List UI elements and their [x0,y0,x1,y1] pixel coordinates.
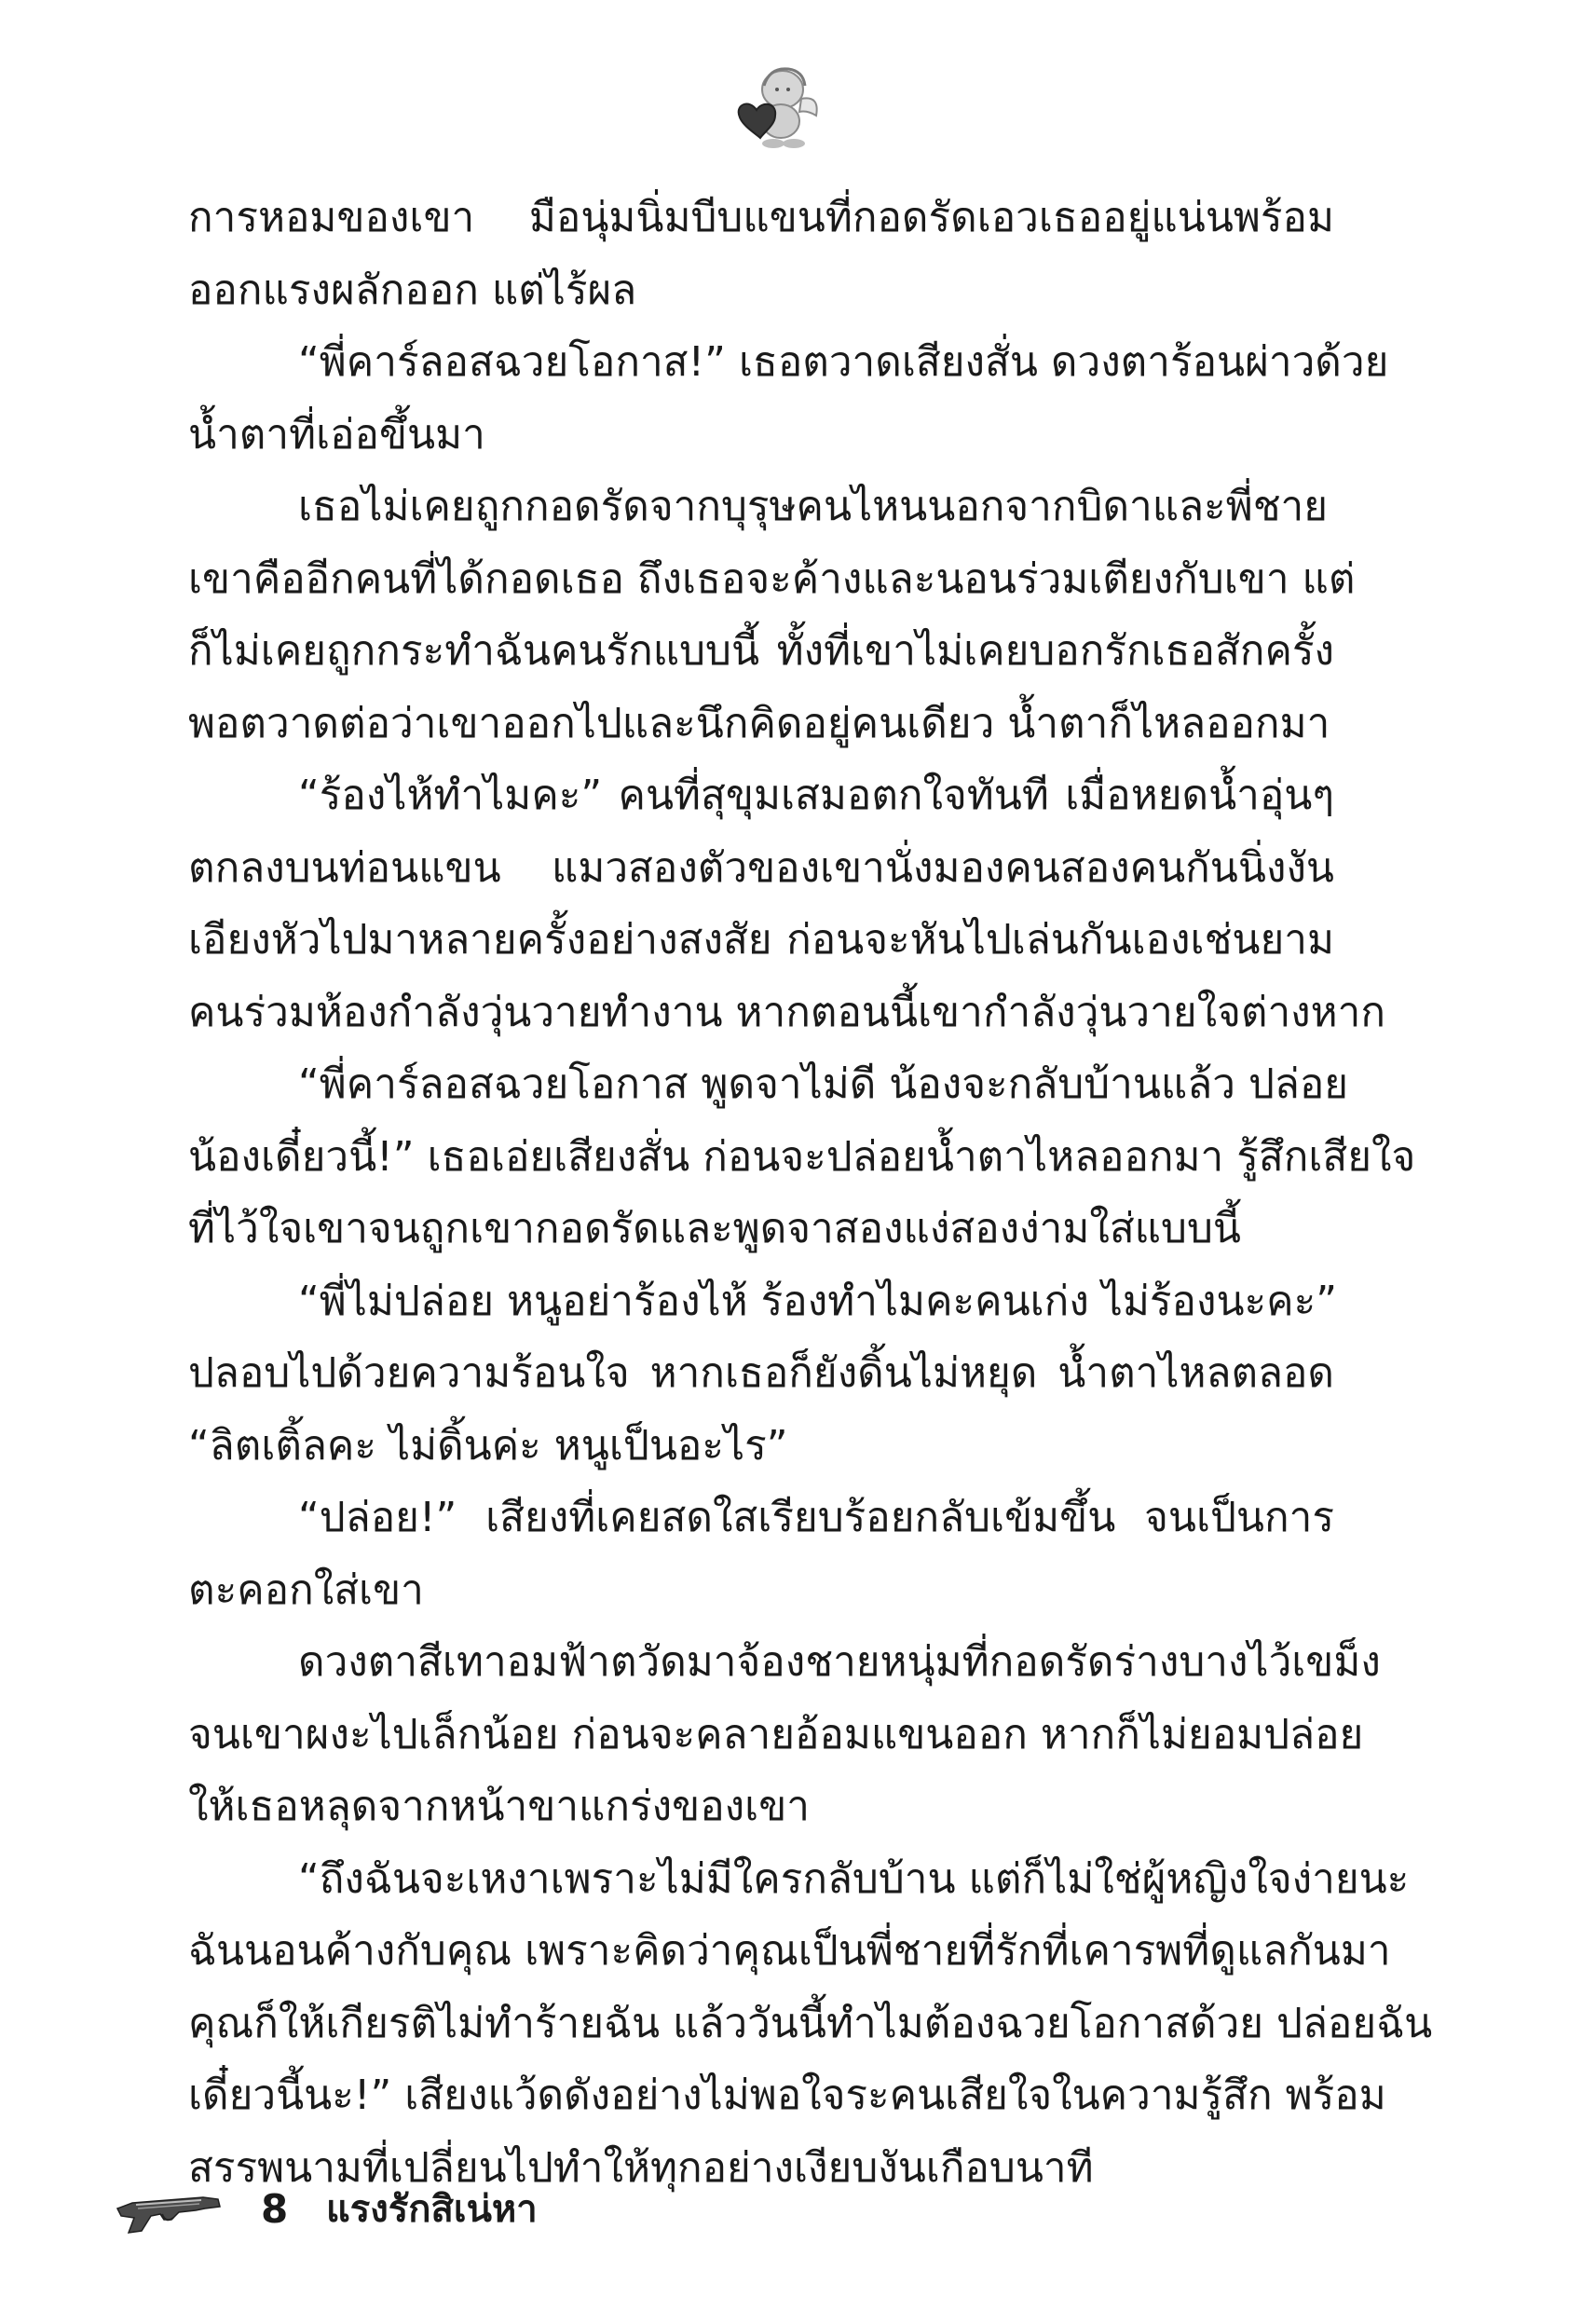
text-line: เธอไม่เคยถูกกอดรัดจากบุรุษคนไหนนอกจากบิดาและพี่ชาย [298,483,1329,530]
text-line: จนเขาผงะไปเล็กน้อย ก่อนจะคลายอ้อมแขนออก หากก็ไม่ยอมปล่อย [188,1710,1364,1758]
text-line: ตะคอกใส่เขา [188,1566,424,1614]
text-line: ที่ไว้ใจเขาจนถูกเขากอดรัดและพูดจาสองแง่สองง่ามใส่แบบนี้ [188,1205,1241,1252]
pistol-icon [114,2188,225,2236]
text-line: ปลอบไปด้วยความร้อนใจ หากเธอก็ยังดิ้นไม่หยุด น้ำตาไหลตลอด [188,1349,1334,1397]
book-title: แรงรักสิเน่หา [326,2188,538,2231]
text-line: การหอมของเขา มือนุ่มนิ่มบีบแขนที่กอดรัดเอวเธออยู่แน่นพร้อม [188,194,1334,241]
text-line: ให้เธอหลุดจากหน้าขาแกร่งของเขา [188,1783,810,1830]
text-line: พอตวาดต่อว่าเขาออกไปและนึกคิดอยู่คนเดียว น้ำตาก็ไหลออกมา [188,699,1330,747]
text-line: ฉันนอนค้างกับคุณ เพราะคิดว่าคุณเป็นพี่ชายที่รักที่เคารพที่ดูแลกันมา [188,1927,1391,1975]
text-line: เขาคืออีกคนที่ได้กอดเธอ ถึงเธอจะค้างและนอนร่วมเตียงกับเขา แต่ [188,554,1356,603]
text-line: “พี่คาร์ลอสฉวยโอกาส!” เธอตวาดเสียงสั่น ดวงตาร้อนผ่าวด้วย [298,338,1389,386]
text-line: ก็ไม่เคยถูกกระทำฉันคนรักแบบนี้ ทั้งที่เขาไม่เคยบอกรักเธอสักครั้ง [188,627,1334,675]
text-line: “ร้องไห้ทำไมคะ” คนที่สุขุมเสมอตกใจทันที เมื่อหยดน้ำอุ่นๆ [298,772,1334,819]
text-line: สรรพนามที่เปลี่ยนไปทำให้ทุกอย่างเงียบงันเกือบนาที [188,2143,1094,2192]
text-line: น้ำตาที่เอ่อขึ้นมา [188,410,485,458]
text-line: “พี่คาร์ลอสฉวยโอกาส พูดจาไม่ดี น้องจะกลับบ้านแล้ว ปล่อย [298,1060,1349,1108]
text-line: คนร่วมห้องกำลังวุ่นวายทำงาน หากตอนนี้เขากำลังวุ่นวายใจต่างหาก [188,988,1386,1036]
page-footer [114,2181,766,2264]
cherub-heart-icon [723,58,825,151]
body-text [188,182,1433,2204]
text-line: “ปล่อย!” เสียงที่เคยสดใสเรียบร้อยกลับเข้มขึ้น จนเป็นการ [298,1494,1334,1541]
text-line: ดวงตาสีเทาอมฟ้าตวัดมาจ้องชายหนุ่มที่กอดรัดร่างบางไว้เขม็ง [298,1638,1381,1686]
text-line: คุณก็ให้เกียรติไม่ทำร้ายฉัน แล้ววันนี้ทำไมต้องฉวยโอกาสด้วย ปล่อยฉัน [188,1999,1433,2047]
text-line: ตกลงบนท่อนแขน แมวสองตัวของเขานั่งมองคนสองคนกันนิ่งงัน [188,843,1334,892]
text-line: “ถึงฉันจะเหงาเพราะไม่มีใครกลับบ้าน แต่ก็ไม่ใช่ผู้หญิงใจง่ายนะ [298,1854,1410,1903]
text-line: เอียงหัวไปมาหลายครั้งอย่างสงสัย ก่อนจะหันไปเล่นกันเองเช่นยาม [188,916,1334,964]
text-line: ออกแรงผลักออก แต่ไร้ผล [188,266,637,314]
text-line: น้องเดี๋ยวนี้!” เธอเอ่ยเสียงสั่น ก่อนจะปล่อยน้ำตาไหลออกมา รู้สึกเสียใจ [188,1132,1416,1181]
page-number: 8 [261,2186,289,2232]
text-line: “ลิตเติ้ลคะ ไม่ดิ้นค่ะ หนูเป็นอะไร” [188,1421,788,1470]
text-line: “พี่ไม่ปล่อย หนูอย่าร้องไห้ ร้องทำไมคะคนเก่ง ไม่ร้องนะคะ” [298,1277,1338,1325]
text-line: เดี๋ยวนี้นะ!” เสียงแว้ดดังอย่างไม่พอใจระคนเสียใจในความรู้สึก พร้อม [188,2072,1386,2119]
